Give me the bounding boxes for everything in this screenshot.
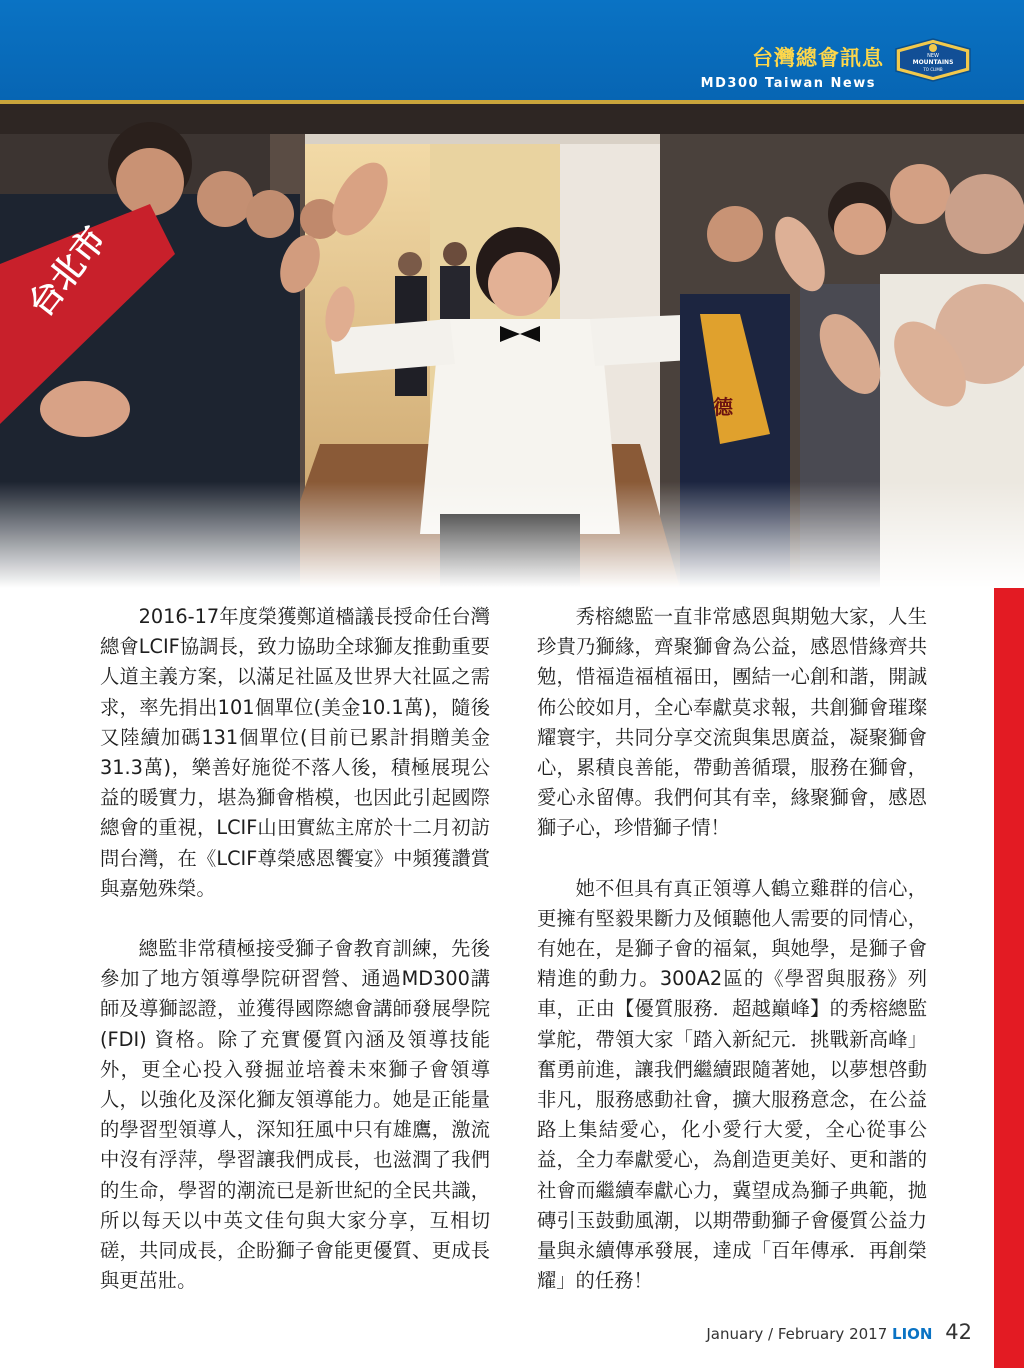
event-photo	[0, 104, 1024, 588]
magazine-name: LION	[892, 1325, 933, 1343]
accent-side-bar	[994, 588, 1024, 1368]
page-header	[0, 0, 1024, 100]
page-footer	[706, 1320, 972, 1344]
paragraph: 總監非常積極接受獅子會教育訓練，先後參加了地方領導學院研習營、通過MD300講師及導獅認證，並獲得國際總會講師發展學院 (FDI) 資格。除了充實優質內涵及領導技能外，更全心投入發掘並培養未來獅子會領導人，以強化及深化獅友領導能力。她是正能量的學習型領導人，深知狂風中只有雄鷹，激流中沒有浮萍，學習讓我們成長，也滋潤了我們的生命，學習的潮流已是新世紀的全民共識，所以每天以中英文佳句與大家分享，互相切磋，共同成長，企盼獅子會能更優質、更成長與更茁壯。	[100, 937, 490, 1293]
logo-text-line1: NEW	[927, 53, 939, 59]
lions-logo	[894, 38, 972, 82]
paragraph: 秀榕總監一直非常感恩與期勉大家，人生珍貴乃獅緣，齊聚獅會為公益，感恩惜緣齊共勉，惜福造福植福田，團結一心創和諧，開誠佈公皎如月，全心奉獻莫求報，共創獅會璀璨耀寰宇，共同分享交流與集思廣益，凝聚獅會心，累積良善能，帶動善循環，服務在獅會，愛心永留傳。我們何其有幸，緣聚獅會，感恩獅子心，珍惜獅子情！	[537, 605, 927, 840]
article-column-left	[100, 602, 490, 1296]
page-number: 42	[945, 1320, 972, 1344]
section-subtitle: MD300 Taiwan News	[700, 76, 876, 91]
logo-text-line3: TO CLIMB	[923, 67, 943, 72]
section-title: 台灣總會訊息	[752, 45, 884, 70]
paragraph: 2016-17年度榮獲鄭道檣議長授命任台灣總會LCIF協調長，致力協助全球獅友推動重要人道主義方案，以滿足社區及世界大社區之需求，率先捐出101個單位(美金10.1萬)，隨後又陸續加碼131個單位(目前已累計捐贈美金31.3萬)，樂善好施從不落人後，積極展現公益的暖實力，堪為獅會楷模，也因此引起國際總會的重視，LCIF山田實紘主席於十二月初訪問台灣，在《LCIF尊榮感恩饗宴》中頻獲讚賞與嘉勉殊榮。	[100, 605, 490, 900]
paragraph: 她不但具有真正領導人鶴立雞群的信心，更擁有堅毅果斷力及傾聽他人需要的同情心，有她在，是獅子會的福氣，與她學，是獅子會精進的動力。300A2區的《學習與服務》列車，正由【優質服務．超越巔峰】的秀榕總監掌舵，帶領大家「踏入新紀元．挑戰新高峰」奮勇前進，讓我們繼續跟隨著她，以夢想啓動非凡，服務感動社會，擴大服務意念，在公益路上集結愛心，化小愛行大愛，全心從事公益，全力奉獻愛心，為創造更美好、更和諧的社會而繼續奉獻心力，冀望成為獅子典範，拋磚引玉鼓動風潮，以期帶動獅子會優質公益力量與永續傳承發展，達成「百年傳承．再創榮耀」的任務！	[537, 876, 927, 1293]
issue-date: January / February 2017	[706, 1325, 888, 1343]
logo-text-line2: MOUNTAINS	[912, 59, 954, 66]
article-column-right	[537, 602, 927, 1296]
